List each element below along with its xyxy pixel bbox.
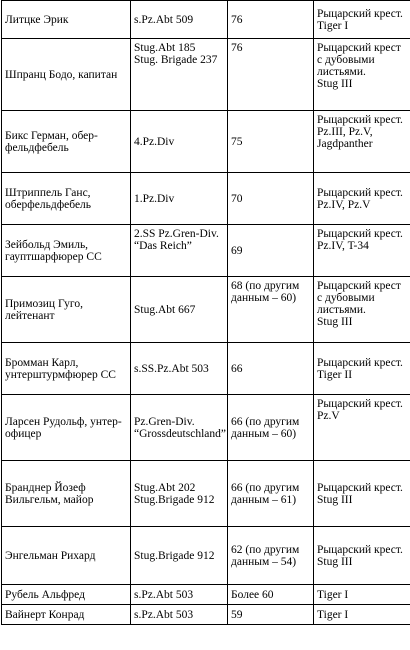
table-row [2, 173, 410, 225]
cell-unit: Stug.Abt 185 Stug. Brigade 237 [131, 39, 228, 111]
cell-award: Рыцарский крест с дубовыми листьями. Stug III [314, 277, 410, 343]
cell-award: Рыцарский крест. Stug III [314, 461, 410, 527]
cell-award: Рыцарский крест. Pz.III, Pz.V, Jagdpanther [314, 111, 410, 173]
cell-victories: 76 [228, 39, 314, 111]
cell-unit: 1.Pz.Div [131, 173, 228, 225]
cell-victories: 75 [228, 111, 314, 173]
cell-award: Tiger I [314, 605, 410, 625]
cell-award: Рыцарский крест. Pz.IV, T-34 [314, 225, 410, 277]
cell-award: Рыцарский крест. Stug III [314, 527, 410, 585]
cell-award: Рыцарский крест. Pz.IV, Pz.V [314, 173, 410, 225]
cell-victories: 68 (по другим данным – 60) [228, 277, 314, 343]
cell-name: Рубель Альфред [2, 585, 131, 605]
cell-victories: 66 (по другим данным – 61) [228, 461, 314, 527]
cell-award: Tiger I [314, 585, 410, 605]
cell-name: Литцке Эрик [2, 1, 131, 39]
table-row [2, 39, 410, 111]
cell-name: Шпранц Бодо, капитан [2, 39, 131, 111]
cell-victories: 62 (по другим данным – 54) [228, 527, 314, 585]
table-row [2, 1, 410, 39]
cell-name: Бромман Карл, унтерштурмфюрер СС [2, 343, 131, 395]
cell-name: Примозиц Гуго, лейтенант [2, 277, 131, 343]
aces-table [1, 0, 410, 625]
cell-victories: 59 [228, 605, 314, 625]
table-row [2, 395, 410, 461]
cell-victories: Более 60 [228, 585, 314, 605]
cell-unit: s.Pz.Abt 503 [131, 585, 228, 605]
cell-name: Штриппель Ганс, оберфельдфебель [2, 173, 131, 225]
cell-unit: 4.Pz.Div [131, 111, 228, 173]
cell-unit: s.SS.Pz.Abt 503 [131, 343, 228, 395]
cell-award: Рыцарский крест. Tiger II [314, 343, 410, 395]
cell-name: Ларсен Рудольф, унтер-офицер [2, 395, 131, 461]
table-row [2, 605, 410, 625]
cell-unit: s.Pz.Abt 509 [131, 1, 228, 39]
cell-unit: Stug.Brigade 912 [131, 527, 228, 585]
table-row [2, 277, 410, 343]
table-row [2, 585, 410, 605]
cell-unit: Stug.Abt 667 [131, 277, 228, 343]
cell-name: Бикс Герман, обер-фельдфебель [2, 111, 131, 173]
cell-victories: 70 [228, 173, 314, 225]
cell-award: Рыцарский крест. Tiger I [314, 1, 410, 39]
cell-victories: 66 (по другим данным – 60) [228, 395, 314, 461]
cell-award: Рыцарский крест. Pz.V [314, 395, 410, 461]
cell-unit: 2.SS Pz.Gren-Div. “Das Reich” [131, 225, 228, 277]
cell-victories: 69 [228, 225, 314, 277]
table-row [2, 111, 410, 173]
cell-name: Вайнерт Конрад [2, 605, 131, 625]
cell-name: Энгельман Рихард [2, 527, 131, 585]
table-row [2, 527, 410, 585]
cell-award: Рыцарский крест с дубовыми листьями. Stug III [314, 39, 410, 111]
cell-name: Бранднер Йозеф Вильгельм, майор [2, 461, 131, 527]
cell-victories: 76 [228, 1, 314, 39]
table-row [2, 225, 410, 277]
cell-unit: Stug.Abt 202 Stug.Brigade 912 [131, 461, 228, 527]
cell-name: Зейбольд Эмиль, гауптшарфюрер СС [2, 225, 131, 277]
table-row [2, 343, 410, 395]
cell-victories: 66 [228, 343, 314, 395]
cell-unit: s.Pz.Abt 503 [131, 605, 228, 625]
cell-unit: Pz.Gren-Div. “Grossdeutschland” [131, 395, 228, 461]
table-row [2, 461, 410, 527]
